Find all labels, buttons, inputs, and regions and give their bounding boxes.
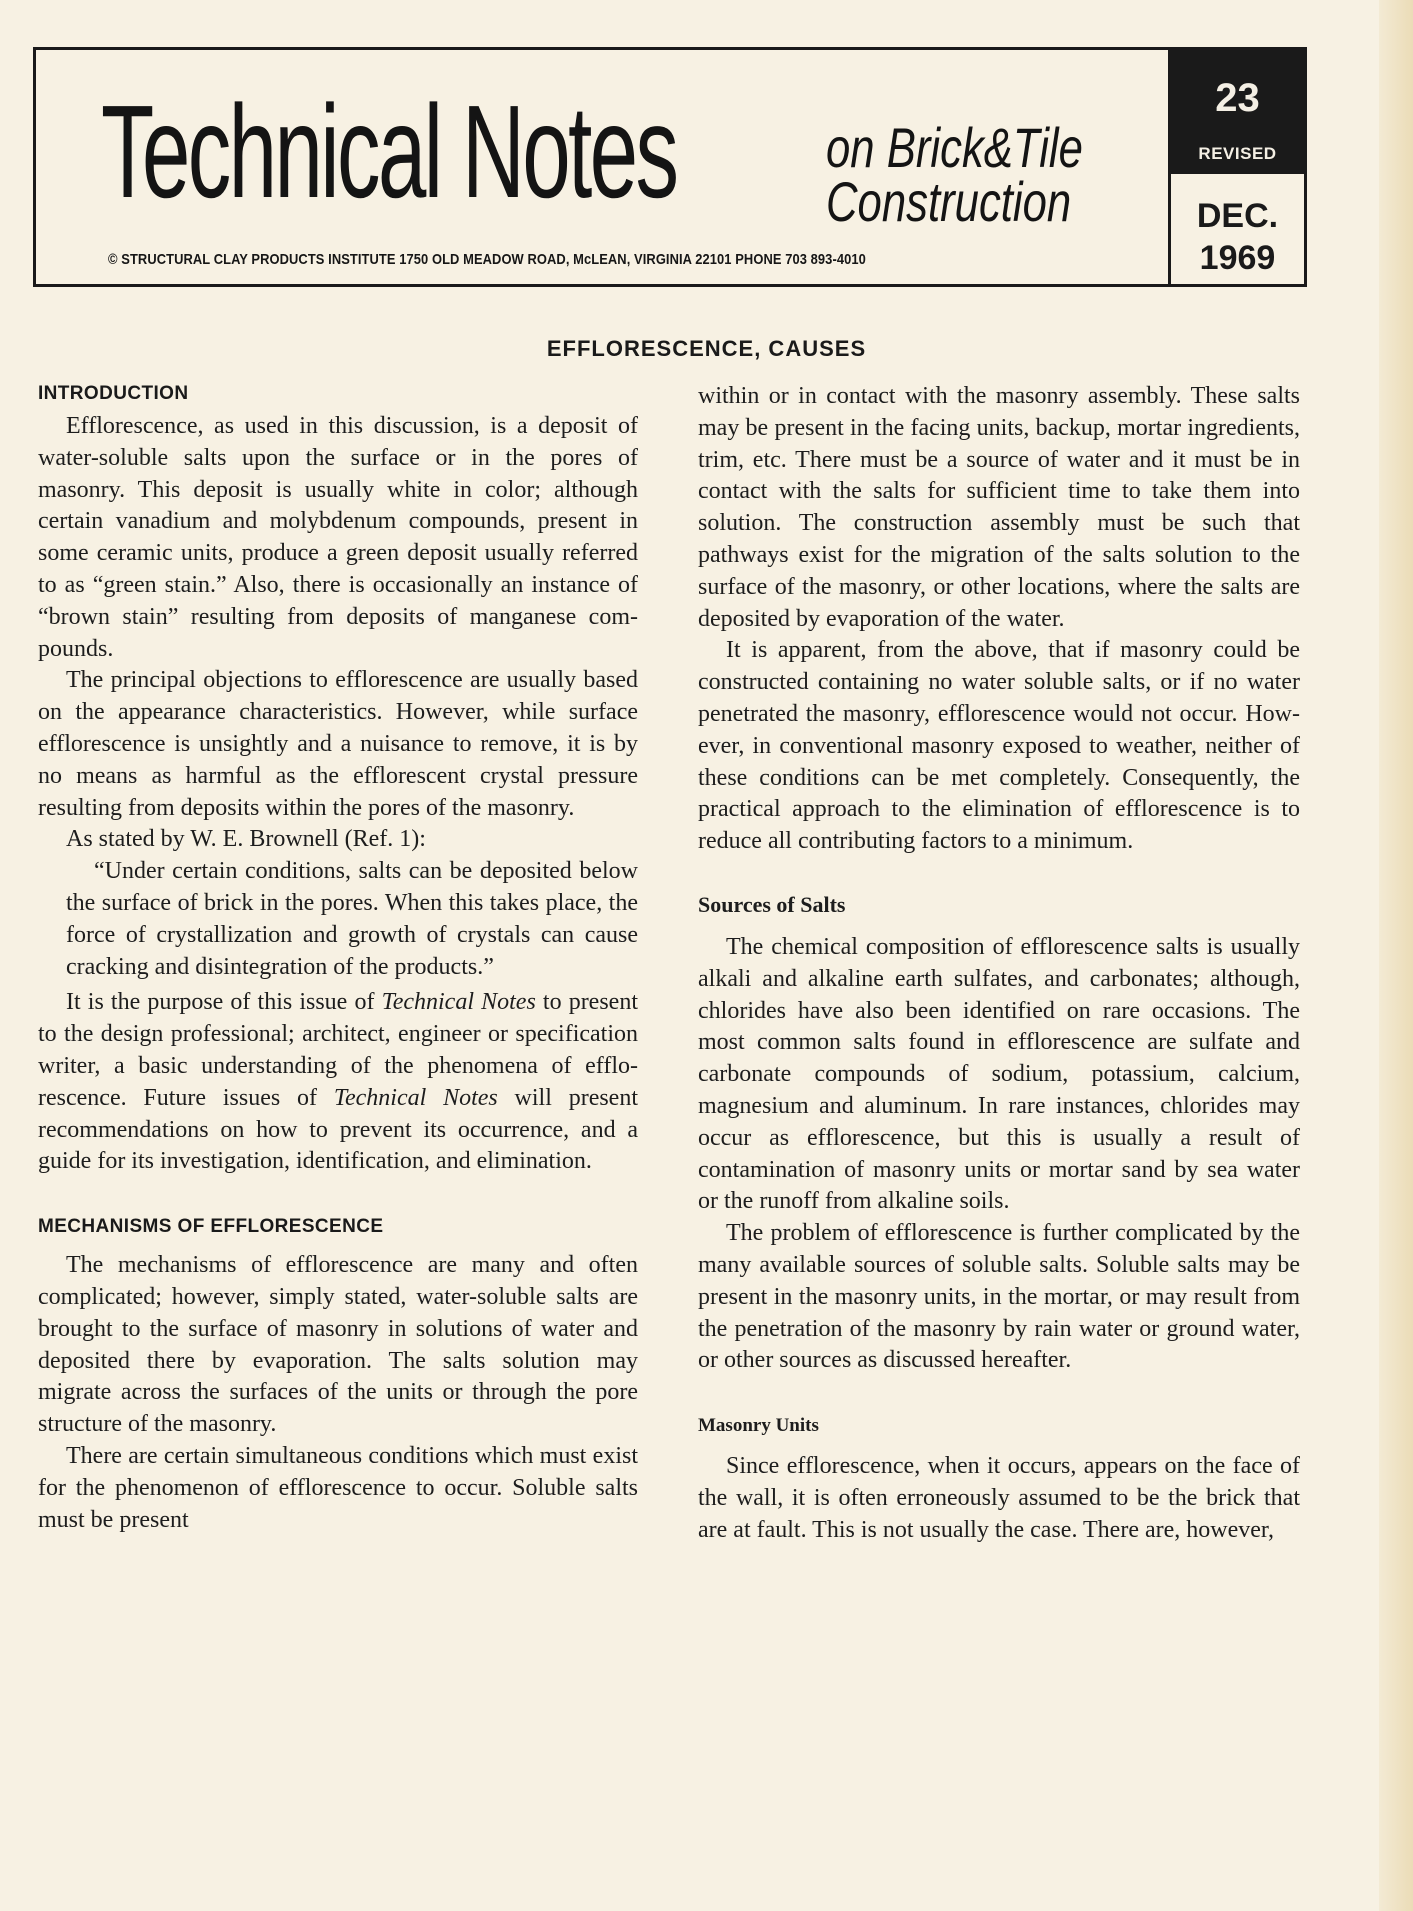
- paragraph: Since efflorescence, when it occurs, appears on the face of the wall, it is often erroneously assumed to be the brick that are at fault. This is not usually the case. There are, however,: [698, 1453, 1300, 1543]
- paragraph: The principal objections to efflorescence are usually based on the appearance characteristics. However, while surface efflorescence is unsightly and a nuisance to remove, it is by no means as harmful as the efflorescent crystal pressure resulting from deposits within the pores of the masonry.: [38, 667, 638, 821]
- page-edge: [1379, 0, 1413, 1911]
- text-run: will present recommendations on how to prevent its occurrence, and a guide for its investigation, identification, and elimination.: [38, 1084, 639, 1175]
- section-heading-introduction: INTRODUCTION: [38, 383, 189, 404]
- text-run: to present to the design professional; architect, engineer or specification writer, a basic understanding of the phenomena of efflorescence. Future issues of: [38, 989, 638, 1111]
- publication-title: Technical Notes: [381, 989, 536, 1016]
- paragraph: [38, 987, 638, 1178]
- section-heading-sources-of-salts: Sources of Salts: [698, 891, 846, 917]
- masthead-subtitle-line1: on Brick&Tile: [826, 116, 1083, 179]
- paragraph: The chemical composition of efflorescence salts is usually alkali and alkaline earth sulfates, and carbonates; although, chlorides have also been identified on rare occasions. The most common salts found in efflorescence are sulfate and carbonate compounds of sodium, potassium, calcium, magnesium and aluminum. In rare instances, chlorides may occur as efflorescence, but this is usually a result of contamination of masonry units or mortar sand by sea water or the runoff from alkaline soils.: [698, 933, 1300, 1215]
- left-column: [38, 381, 638, 1536]
- issue-year: 1969: [1199, 239, 1276, 277]
- paragraph: There are certain simultaneous conditions which must exist for the phenomenon of efflorescence to occur. Soluble salts must be present: [38, 1442, 638, 1533]
- subsection-heading-masonry-units: Masonry Units: [698, 1415, 819, 1437]
- paragraph: The mechanisms of efflorescence are many and often complicated; however, simply stated, water-soluble salts are brought to the surface of masonry in solutions of water and deposited there by evaporation. The salts solution may migrate across the surfaces of the units or through the pore structure of the masonry.: [38, 1252, 638, 1438]
- issue-status: REVISED: [1198, 144, 1277, 163]
- publisher-address: © STRUCTURAL CLAY PRODUCTS INSTITUTE 1750 OLD MEADOW ROAD, McLEAN, VIRGINIA 22101 PHONE 703 893-4010: [108, 251, 866, 268]
- masthead: [33, 47, 1307, 287]
- paragraph: Efflorescence, as used in this discussion, is a deposit of water-soluble salts upon the surface or in the pores of masonry. This deposit is usually white in color; although certain vanadium and molybdenum compounds, present in some ceramic units, produce a green deposit usually referred to as “green stain.” Also, there is occasionally an instance of “brown stain” resulting from deposits of manganese compounds.: [38, 413, 638, 662]
- right-column: [698, 381, 1300, 1547]
- block-quote: “Under certain conditions, salts can be deposited below the surface of brick in the pores. When this takes place, the force of crystallization and growth of crystals can cause cracking and disintegration of the products.”: [66, 858, 638, 980]
- issue-number-block: [1171, 50, 1304, 174]
- paragraph: within or in contact with the masonry assembly. These salts may be present in the facing units, backup, mortar ingredients, trim, etc. There must be a source of water and it must be in contact with the salts for sufficient time to take them into solution. The construction assembly must be such that pathways exist for the migration of the salts solution to the surface of the masonry, or other locations, where the salts are deposited by evaporation of the water.: [698, 383, 1300, 632]
- paragraph: It is apparent, from the above, that if masonry could be constructed containing no water soluble salts, or if no water penetrated the masonry, efflorescence would not occur. However, in conventional masonry exposed to weather, neither of these conditions can be met completely. Consequently, the practical approach to the elimination of efflorescence is to reduce all contributing factors to a minimum.: [698, 637, 1300, 855]
- masthead-subtitle-line2: Construction: [826, 170, 1072, 233]
- publication-title: Technical Notes: [333, 1084, 498, 1111]
- text-run: It is the purpose of this issue of: [66, 989, 382, 1016]
- masthead-title: Technical Notes: [101, 78, 677, 225]
- masthead-brand: [36, 50, 1174, 284]
- paragraph: The problem of efflorescence is further complicated by the many available sources of soluble salts. Soluble salts may be present in the masonry units, in the mortar, or may result from the penetration of the masonry by rain water or ground water, or other sources as discussed hereafter.: [698, 1220, 1300, 1374]
- document-title: EFFLORESCENCE, CAUSES: [546, 336, 867, 361]
- issue-month: DEC.: [1196, 197, 1279, 235]
- paragraph: As stated by W. E. Brownell (Ref. 1):: [66, 826, 426, 853]
- issue-box: [1168, 50, 1304, 284]
- section-heading-mechanisms: MECHANISMS OF EFFLORESCENCE: [38, 1216, 384, 1238]
- issue-number: 23: [1215, 76, 1260, 120]
